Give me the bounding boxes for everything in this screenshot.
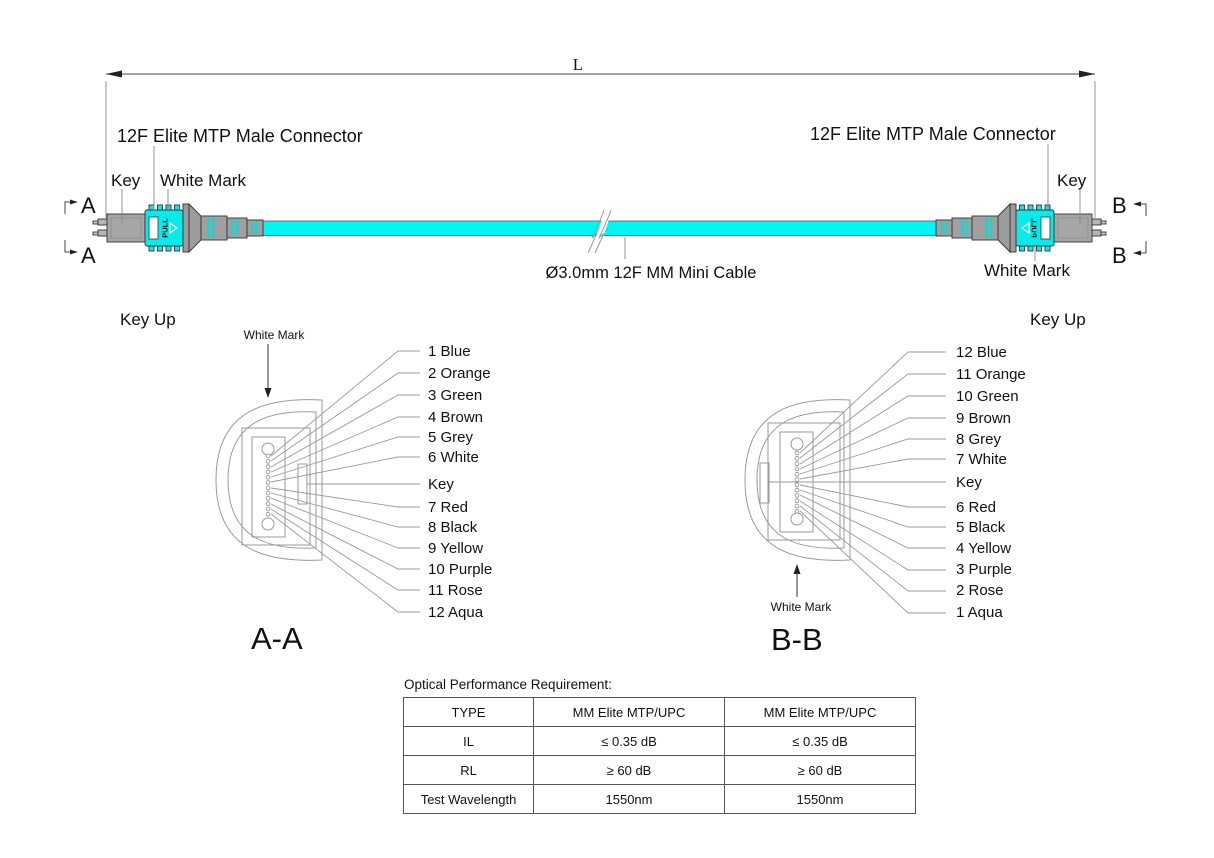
connector-left (93, 146, 263, 252)
connector-right-key-label: Key (1057, 171, 1087, 190)
white-mark-arrow-icon (265, 388, 272, 398)
table-cell: MM Elite MTP/UPC (534, 698, 725, 727)
face-b-caption: B-B (771, 622, 823, 657)
table-cell: ≤ 0.35 dB (725, 727, 916, 756)
table-cell: ≥ 60 dB (725, 756, 916, 785)
fiber-label: 4 Brown (428, 409, 484, 426)
fiber-label: 12 Blue (956, 344, 1007, 361)
table-cell: ≤ 0.35 dB (534, 727, 725, 756)
table-title: Optical Performance Requirement: (404, 677, 612, 692)
section-arrow-icon (1133, 202, 1141, 207)
fiber-label: 5 Grey (428, 429, 474, 446)
fiber-label: 2 Rose (956, 582, 1004, 599)
fiber-label: 10 Purple (428, 561, 493, 578)
fiber-label: 1 Aqua (956, 604, 1003, 621)
table-cell: RL (404, 756, 534, 785)
guide-pin-hole (791, 513, 803, 525)
connector-right (936, 204, 1106, 252)
dimension-arrow-right-icon (1079, 71, 1095, 78)
pull-label: PULL (1029, 218, 1039, 238)
housing-window (1041, 217, 1050, 239)
dimension-label: L (572, 55, 584, 74)
section-letter-a-top: A (81, 193, 96, 218)
section-arrow-icon (70, 200, 78, 205)
section-letter-b-top: B (1112, 193, 1127, 218)
fiber-label: 7 White (956, 451, 1007, 468)
guide-pin (98, 219, 108, 225)
fiber-label: 6 Red (956, 499, 997, 516)
fiber-label: 2 Orange (428, 365, 491, 382)
face-a-fiber-labels (428, 343, 492, 621)
housing-window (149, 217, 158, 239)
guide-pin (1091, 230, 1101, 236)
face-a-caption: A-A (251, 621, 303, 656)
table-row (404, 727, 916, 756)
connector-left-white-mark-label: White Mark (160, 171, 246, 190)
section-arrow-icon (1133, 251, 1141, 256)
optical-performance-table (403, 697, 916, 814)
table-cell: ≥ 60 dB (534, 756, 725, 785)
face-a-white-mark: White Mark (243, 328, 305, 342)
boot-segment (201, 216, 227, 240)
fiber-label: 9 Yellow (428, 540, 484, 557)
fiber-label: 7 Red (428, 499, 469, 516)
connector-left-key-label: Key (111, 171, 141, 190)
face-b-fiber-labels (956, 344, 1026, 621)
table-cell: Test Wavelength (404, 785, 534, 814)
table-row (404, 698, 916, 727)
face-b-key-up: Key Up (1030, 310, 1086, 329)
section-arrow-icon (70, 250, 78, 255)
fiber-label: 6 White (428, 449, 479, 466)
fiber-label: 5 Black (956, 519, 1006, 536)
guide-pin (1091, 219, 1101, 225)
fiber-dots (266, 454, 270, 516)
fiber-label: 4 Yellow (956, 540, 1012, 557)
key-slot (298, 464, 307, 504)
guide-pin-hole (791, 438, 803, 450)
fiber-label: Key (428, 476, 454, 493)
fiber-label: 3 Green (428, 387, 483, 404)
boot-taper (998, 204, 1010, 252)
connector-left-title: 12F Elite MTP Male Connector (117, 126, 363, 146)
section-letter-b-bottom: B (1112, 243, 1127, 268)
fiber-label: 9 Brown (956, 410, 1012, 427)
connector-right-title: 12F Elite MTP Male Connector (810, 124, 1056, 144)
flange (183, 204, 189, 252)
table-cell: TYPE (404, 698, 534, 727)
boot-taper (189, 204, 201, 252)
face-a-view (216, 344, 420, 612)
section-letter-a-bottom: A (81, 243, 96, 268)
fiber-label: 11 Orange (956, 366, 1026, 383)
dimension-arrow-left-icon (106, 71, 122, 78)
table-cell: 1550nm (534, 785, 725, 814)
face-b-white-mark: White Mark (770, 600, 832, 614)
table-cell: IL (404, 727, 534, 756)
fiber-label: 3 Purple (956, 561, 1012, 578)
face-b-view (745, 352, 946, 613)
guide-pin (98, 230, 108, 236)
pull-label: PULL (160, 218, 170, 238)
fiber-label: 8 Grey (956, 431, 1002, 448)
fan-lines (271, 351, 420, 612)
connector-right-white-mark-label: White Mark (984, 261, 1070, 280)
guide-pin-hole (262, 518, 274, 530)
boot-segment (936, 220, 952, 236)
cable-body (262, 207, 937, 259)
boot-segment (972, 216, 998, 240)
boot-segment (247, 220, 263, 236)
table-cell: MM Elite MTP/UPC (725, 698, 916, 727)
fiber-label: Key (956, 474, 982, 491)
table-row (404, 756, 916, 785)
white-mark-arrow-icon (794, 564, 801, 574)
fiber-label: 11 Rose (428, 582, 483, 599)
flange (1010, 204, 1016, 252)
fiber-label: 8 Black (428, 519, 478, 536)
cable-label: Ø3.0mm 12F MM Mini Cable (545, 264, 757, 282)
table-row (404, 785, 916, 814)
fiber-label: 1 Blue (428, 343, 471, 360)
table-cell: 1550nm (725, 785, 916, 814)
face-a-key-up: Key Up (120, 310, 176, 329)
fiber-label: 12 Aqua (428, 604, 484, 621)
guide-pin-hole (262, 443, 274, 455)
fiber-label: 10 Green (956, 388, 1019, 405)
